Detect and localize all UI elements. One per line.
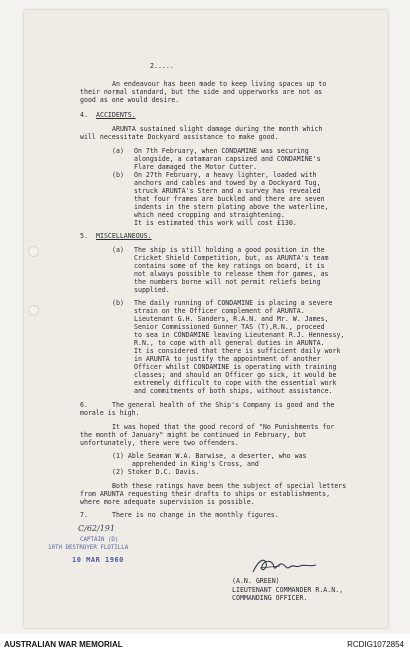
section-line: Both these ratings have been the subject of special letters	[112, 482, 347, 490]
item-line: Cricket Shield Competition, but, as ARUNTA's team	[134, 254, 329, 262]
section-number: 4.	[80, 111, 88, 119]
intro-line: An endeavour has been made to keep living spaces up to	[112, 80, 327, 88]
offender-line: (2) Stoker D.C. Davis.	[112, 468, 200, 476]
footer-record-id: RCDIG1072854	[347, 640, 404, 649]
item-line: On 7th February, when CONDAMINE was securing	[134, 147, 309, 155]
section-line: where more adequate supervision is possible.	[80, 498, 255, 506]
section-line: The general health of the Ship's Company is good and the	[112, 401, 335, 409]
stamp-line: CAPTAIN (D)	[80, 537, 119, 543]
item-line: It is estimated this work will cost £130.	[134, 219, 297, 227]
item-line: It is considered that there is sufficient daily work	[134, 347, 341, 355]
item-line: Officer whilst CONDAMINE is operating with training	[134, 363, 337, 371]
item-line: and commitments of both ships, without assistance.	[134, 387, 333, 395]
signatory-role: COMMANDING OFFICER.	[232, 594, 308, 602]
item-line: struck ARUNTA's Stern and a survey has revealed	[134, 187, 321, 195]
item-line: to sea in CONDAMINE leaving Lieutenant R.J. Hennessy,	[134, 331, 345, 339]
item-line: supplied.	[134, 286, 170, 294]
item-line: that four frames are buckled and there are seven	[134, 195, 325, 203]
intro-line: their normal standard, but the side and upperworks are not as	[80, 88, 323, 96]
item-line: The daily running of CONDAMINE is placing a severe	[134, 299, 333, 307]
item-line: extremely difficult to cope with the essential work	[134, 379, 337, 387]
item-line: Flare damaged the Motor Cutter.	[134, 163, 258, 171]
item-line: On 27th February, a heavy lighter, loaded with	[134, 171, 317, 179]
item-line: the numbers borne will not permit reliefs being	[134, 278, 321, 286]
section-line: morale is high.	[80, 409, 140, 417]
item-label: (b)	[112, 171, 124, 179]
section-line: the month of January" might be continued in February, but	[80, 431, 307, 439]
item-line: alongside, a catamaran capsized and CONDAMINE's	[134, 155, 321, 163]
item-line: classes; and should an Officer go sick, it would be	[134, 371, 337, 379]
section-line: unfortunately, there were two offenders.	[80, 439, 239, 447]
section-lead-line: will necessitate Dockyard assistance to make good.	[80, 133, 279, 141]
footer-bar	[0, 634, 410, 654]
item-line: strain on the Officer complement of ARUNTA.	[134, 307, 305, 315]
item-label: (a)	[112, 246, 124, 254]
item-line: in ARUNTA to justify the appointment of another	[134, 355, 321, 363]
section-line: It was hoped that the good record of "No Punishments for	[112, 423, 335, 431]
signatory-rank: LIEUTENANT COMMANDER R.A.N.,	[232, 586, 344, 594]
item-line: which need cropping and straightening.	[134, 211, 285, 219]
item-line: contains some of the key ratings on board, it is	[134, 262, 325, 270]
intro-line: good as one would desire.	[80, 96, 180, 104]
handwritten-signature	[250, 555, 330, 577]
section-number: 7.	[80, 511, 88, 519]
signatory-name: (A.N. GREEN)	[232, 577, 280, 585]
item-line: anchors and cables and towed by a Dockyard Tug,	[134, 179, 321, 187]
section-line: from ARUNTA requesting their drafts to ships or establishments,	[80, 490, 331, 498]
item-label: (a)	[112, 147, 124, 155]
stamp-date: 10 MAR 1960	[72, 556, 124, 564]
section-lead-line: ARUNTA sustained slight damage during the month which	[112, 125, 323, 133]
item-line: Lieutenant G.H. Sanders, R.A.N. and Mr. W. James,	[134, 315, 329, 323]
item-line: The ship is still holding a good position in the	[134, 246, 325, 254]
handwritten-reference: C/62/191	[78, 524, 115, 533]
page-marker: 2.....	[150, 62, 174, 70]
item-label: (b)	[112, 299, 124, 307]
section-line: There is no change in the monthly figures.	[112, 511, 279, 519]
item-line: not always possible to release them for games, as	[134, 270, 329, 278]
offender-line: apprehended in King's Cross, and	[112, 460, 259, 468]
stamp-line: 10TH DESTROYER FLOTILLA	[48, 545, 129, 551]
section-number: 6.	[80, 401, 88, 409]
item-line: R.N., to cope with all general duties in ARUNTA.	[134, 339, 325, 347]
footer-institution: AUSTRALIAN WAR MEMORIAL	[4, 640, 123, 649]
section-number: 5.	[80, 232, 88, 240]
offender-line: (1) Able Seaman W.A. Barwise, a deserter, who was	[112, 452, 307, 460]
section-heading: MISCELLANEOUS.	[96, 232, 152, 240]
section-heading: ACCIDENTS.	[96, 111, 136, 119]
item-line: Senior Commissioned Gunner TAS (T),R.N., proceed	[134, 323, 325, 331]
item-line: indents in the stern plating above the waterline,	[134, 203, 329, 211]
